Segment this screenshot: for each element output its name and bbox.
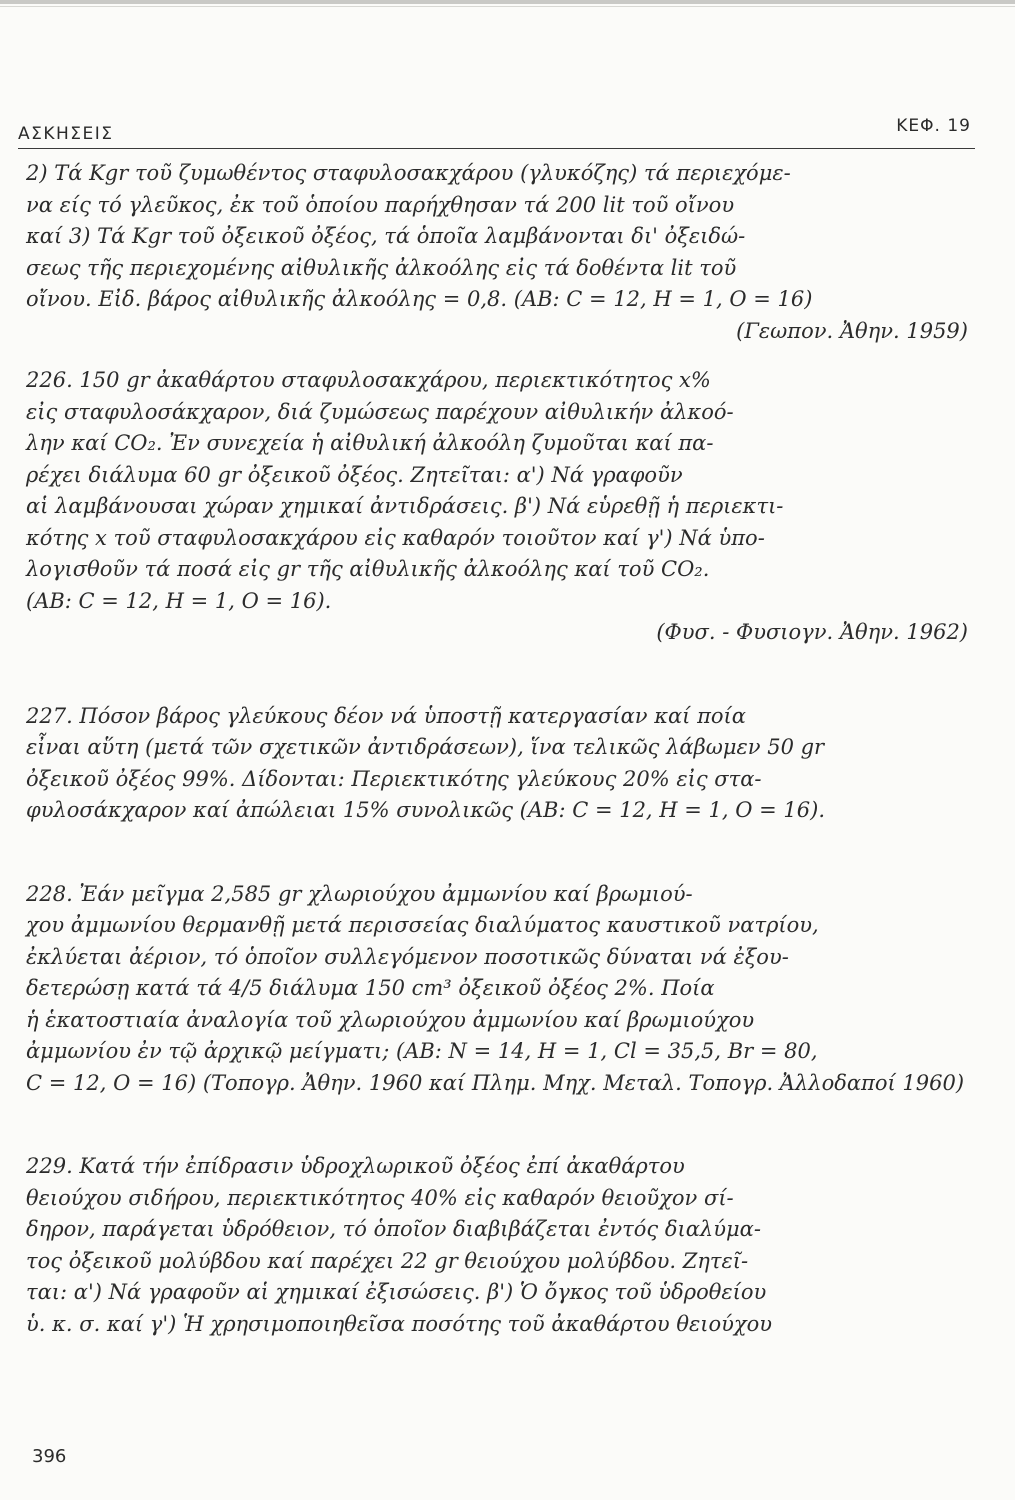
problem-text: 229. Κατά τήν ἐπίδρασιν ὑδροχλωρικοῦ ὀξέος ἐπί ἀκαθάρτου θειούχου σιδήρου, περιεκτικότητος 40% εἰς καθαρόν θειοῦχον σί- δηρον, παράγεται ὑδρόθειον, τό ὁποῖον διαβιβάζεται ἐντός διαλύμα- τος ὀξεικοῦ μολύβδου καί παρέχει 22 gr θειούχου μολύβδου. Ζητεῖ- ται: α') Νά γραφοῦν αἱ χημικαί ἐξισώσεις. β') Ὁ ὄγκος τοῦ ὑδροθείου ὑ. κ. σ. καί γ') Ἡ χρησιμοποιηθεῖσα ποσότης τοῦ ἀκαθάρτου θειούχου xyxy=(26,1154,773,1336)
scan-top-edge-line xyxy=(0,6,1015,7)
problem-228 xyxy=(26,879,986,1100)
page-content xyxy=(26,158,986,1340)
intro-source: (Γεωπον. Ἀθην. 1959) xyxy=(736,318,968,343)
problem-226 xyxy=(26,365,986,649)
problem-text: 226. 150 gr ἀκαθάρτου σταφυλοσακχάρου, περιεκτικότητος x% εἰς σταφυλοσάκχαρον, διά ζυμώσεως παρέχουν αἰθυλικήν ἀλκοό- λην καί CO₂. Ἐν συνεχεία ἡ αἰθυλική ἀλκοόλη ζυμοῦται καί πα- ρέχει διάλυμα 60 gr ὀξεικοῦ ὀξέος. Ζητεῖται: α') Νά γραφοῦν αἱ λαμβάνουσαι χώραν χημικαί ἀντιδράσεις. β') Νά εὑρεθῇ ἡ περιεκτι- κότης x τοῦ σταφυλοσακχάρου εἰς καθαρόν τοιοῦτον καί γ') Νά ὑπο- λογισθοῦν τά ποσά εἰς gr τῆς αἰθυλικῆς ἀλκοόλης καί τοῦ CO₂. (ΑΒ: C = 12, H = 1, O = 16). xyxy=(26,368,784,613)
section-title: ΑΣΚΗΣΕΙΣ xyxy=(18,124,114,144)
scan-top-edge xyxy=(0,0,1015,4)
page-number: 396 xyxy=(32,1446,67,1467)
chapter-label: ΚΕΦ. 19 xyxy=(896,116,971,136)
problem-229 xyxy=(26,1151,986,1340)
page-header xyxy=(18,108,975,149)
intro-text: 2) Τά Kgr τοῦ ζυμωθέντος σταφυλοσακχάρου (γλυκόζης) τά περιεχόμε- να είς τό γλεῦκος, ἐκ τοῦ ὁποίου παρήχθησαν τά 200 lit τοῦ οἴνου καί 3) Τά Kgr τοῦ ὀξεικοῦ ὀξέος, τά ὁποῖα λαμβάνονται δι' ὀξειδώ- σεως τῆς περιεχομένης αἰθυλικῆς ἀλκοόλης εἰς τά δοθέντα lit τοῦ οἴνου. Εἰδ. βάρος αἰθυλικῆς ἀλκοόλης = 0,8. (ΑΒ: C = 12, H = 1, O = 16) xyxy=(26,161,813,311)
problem-227 xyxy=(26,701,986,827)
problem-text: 227. Πόσον βάρος γλεύκους δέον νά ὑποστῇ κατεργασίαν καί ποία εἶναι αὕτη (μετά τῶν σχετικῶν ἀντιδράσεων), ἵνα τελικῶς λάβωμεν 50 gr ὀξεικοῦ ὀξέος 99%. Δίδονται: Περιεκτικότης γλεύκους 20% εἰς στα- φυλοσάκχαρον καί ἀπώλειαι 15% συνολικῶς (ΑΒ: C = 12, H = 1, O = 16). xyxy=(26,703,826,822)
problem-source: (Φυσ. - Φυσιογν. Ἀθην. 1962) xyxy=(656,620,968,644)
problem-text: 228. Ἐάν μεῖγμα 2,585 gr χλωριούχου ἀμμωνίου καί βρωμιού- χου ἀμμωνίου θερμανθῇ μετά περισσείας διαλύματος καυστικοῦ νατρίου, ἐκλύεται ἀέριον, τό ὁποῖον συλλεγόμενον ποσοτικῶς δύναται νά ἐξου- δετερώσῃ κατά τά 4/5 διάλυμα 150 cm³ ὀξεικοῦ ὀξέος 2%. Ποία ἡ ἑκατοστιαία ἀναλογία τοῦ χλωριούχου ἀμμωνίου καί βρωμιούχου ἀμμωνίου ἐν τῷ ἀρχικῷ μείγματι; (ΑΒ: N = 14, H = 1, Cl = 35,5, Br = 80, C = 12, O = 16) (Τοπογρ. Ἀθην. 1960 καί Πλημ. Μηχ. Μεταλ. Τοπογρ. Ἀλλοδαποί 1960) xyxy=(26,881,965,1095)
